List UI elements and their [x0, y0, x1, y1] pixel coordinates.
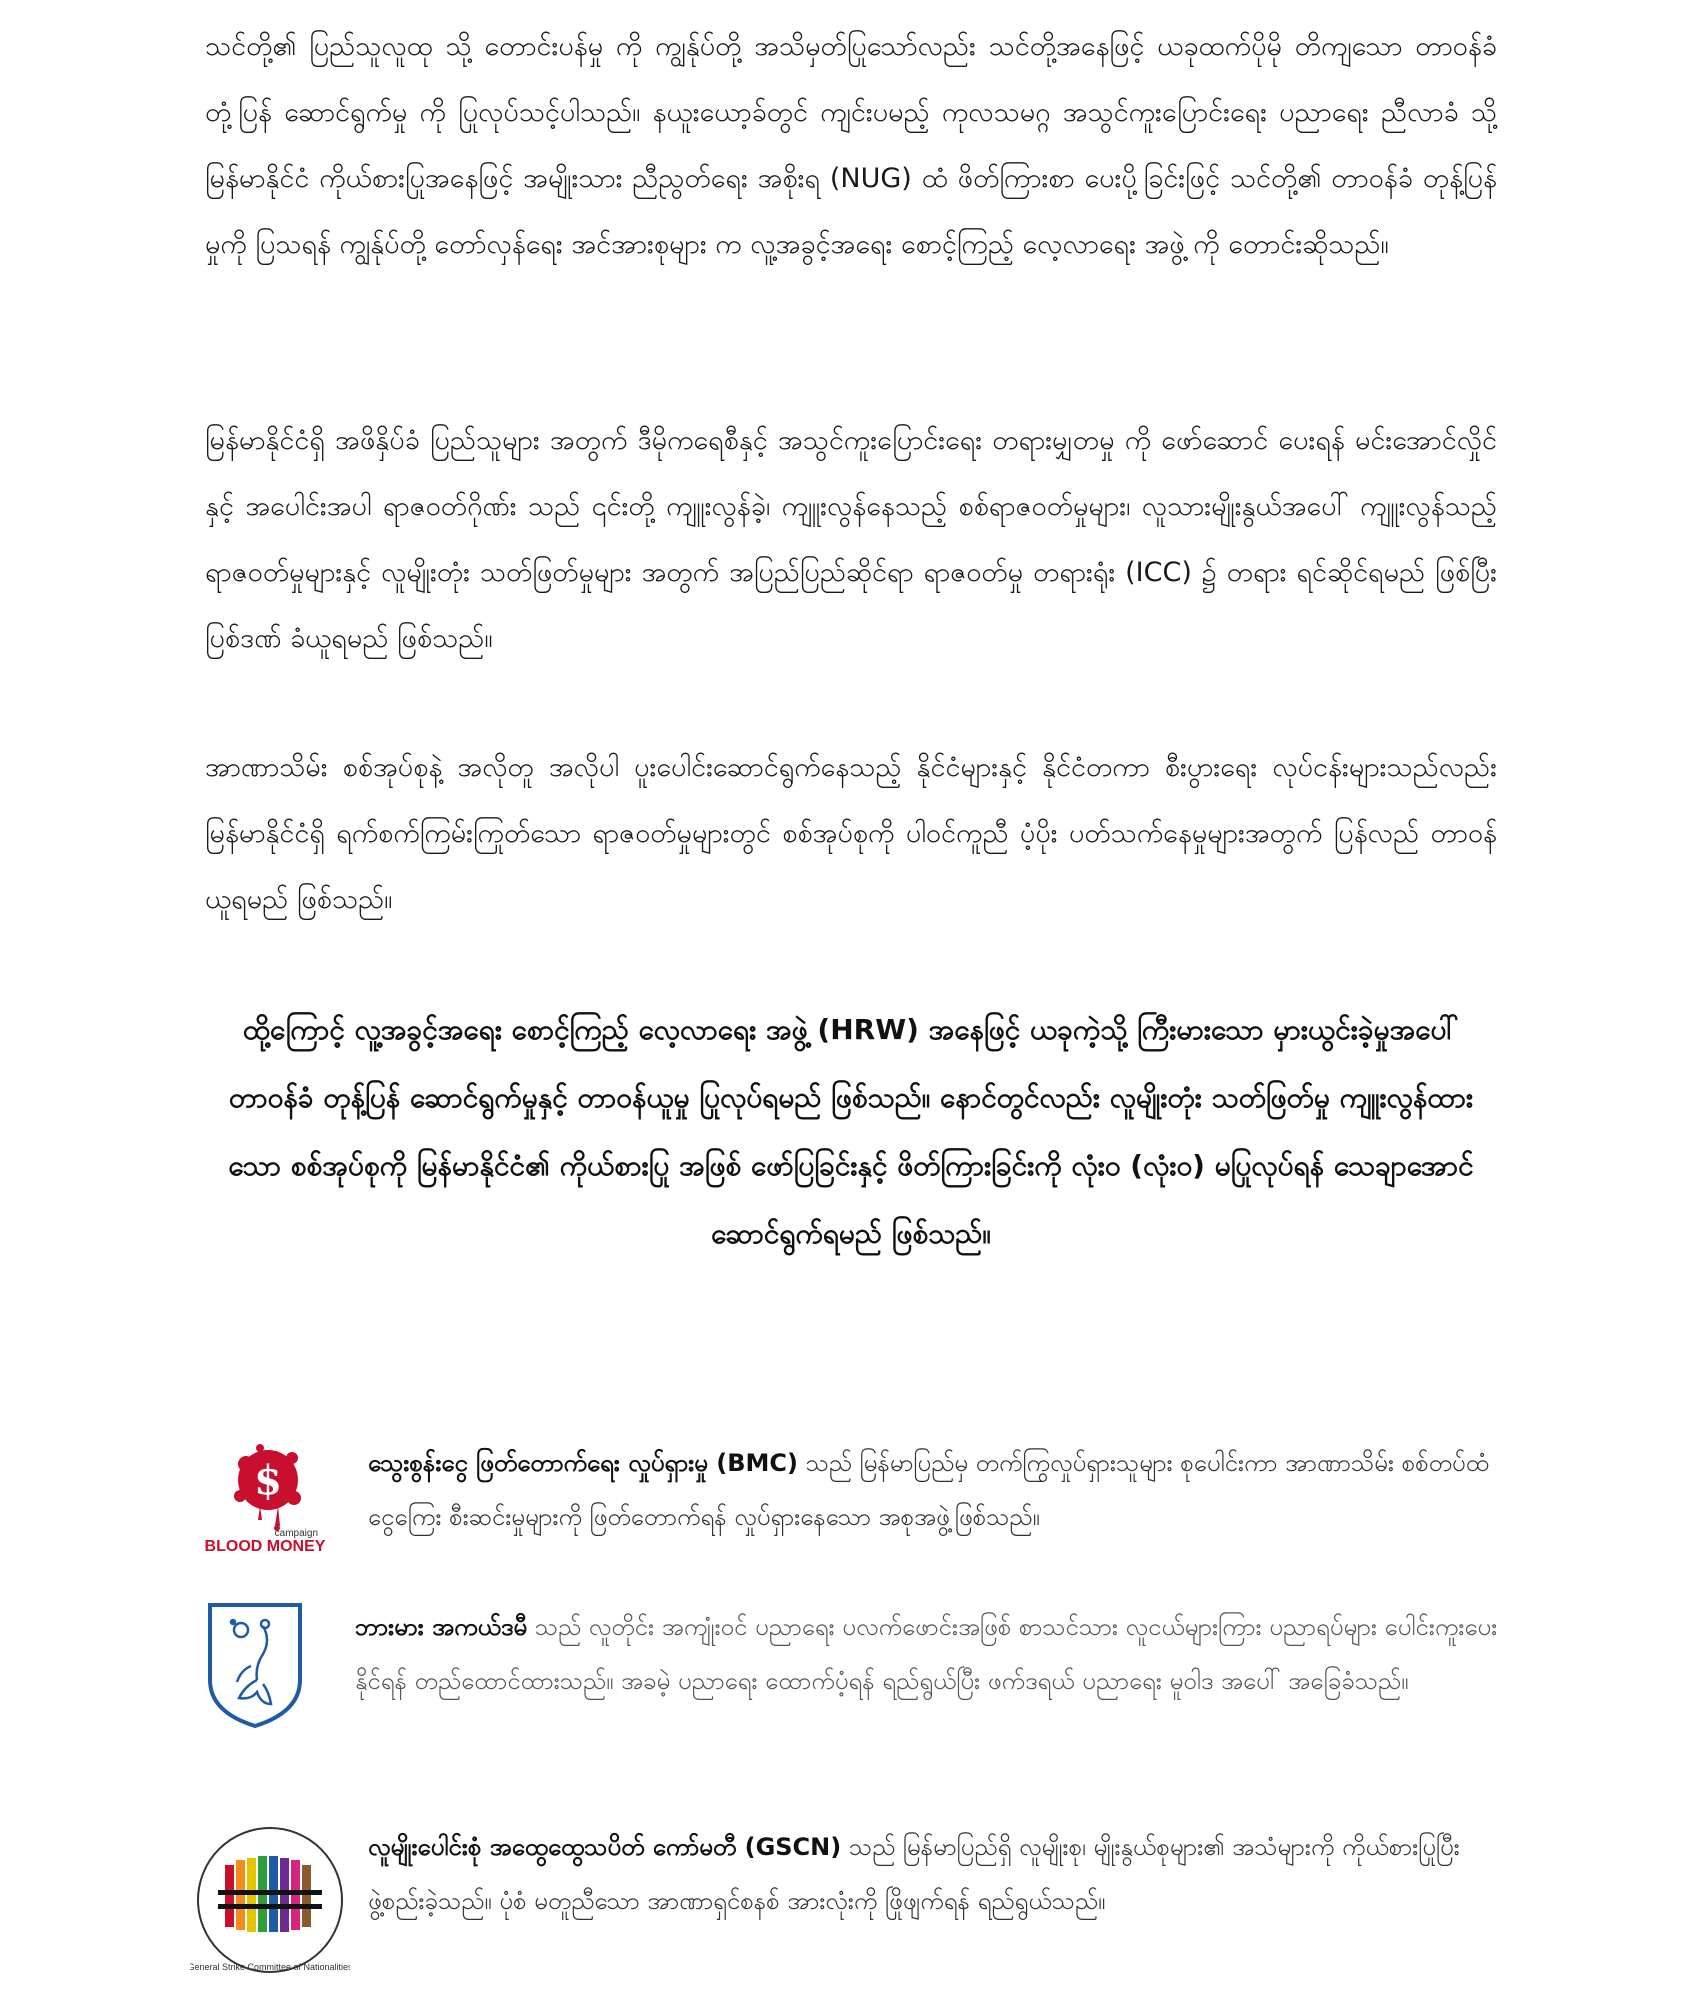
paragraph-business-accountability: အာဏာသိမ်း စစ်အုပ်စုနဲ့ အလိုတူ အလိုပါ ပူးပေါင်းဆောင်ရွက်နေသည့် နိုင်ငံများနှင့် နိုင်ငံတကာ စီးပွားရေး လုပ်ငန်းများသည်လည်း မြန်မာနိုင်ငံရှိ ရက်စက်ကြမ်းကြုတ်သော ရာဇဝတ်မှုများတွင် စစ်အုပ်စုကို ပါဝင်ကူညီ ပံ့ပိုး ပတ်သက်နေမှုများအတွက် ပြန်လည် တာဝန်ယူရမည် ဖြစ်သည်။	[205, 752, 1497, 915]
paragraph-apology-request: သင်တို့၏ ပြည်သူလူထု သို့ တောင်းပန်မှု ကို ကျွန်ုပ်တို့ အသိမှတ်ပြုသော်လည်း သင်တို့အနေဖြင့် ယခုထက်ပိုမို တိကျသော တာဝန်ခံ တုံ့ပြန် ဆောင်ရွက်မှု ကို ပြုလုပ်သင့်ပါသည်။ နယူးယော့ခ်တွင် ကျင်းပမည့် ကုလသမဂ္ဂ အသွင်ကူးပြောင်းရေး ပညာရေး ညီလာခံ သို့ မြန်မာနိုင်ငံ ကိုယ်စားပြုအနေဖြင့် အမျိုးသား ညီညွတ်ရေး အစိုးရ (NUG) ထံ ဖိတ်ကြားစာ ပေးပို့ခြင်းဖြင့် သင်တို့၏ တာဝန်ခံ တုန့်ပြန်မှုကို ပြသရန် ကျွန်ုပ်တို့ တော်လှန်ရေး အင်အားစုများ က လူ့အခွင့်အရေး စောင့်ကြည့် လေ့လာရေး အဖွဲ့ ကို တောင်းဆိုသည်။	[205, 31, 1497, 260]
org-entry-burma-academy	[190, 1600, 1510, 1750]
org-name-burma-academy: ဘားမား အကယ်ဒမီ	[355, 1613, 528, 1641]
svg-text:$: $	[254, 1457, 282, 1504]
svg-text:BLOOD MONEY: BLOOD MONEY	[204, 1538, 326, 1555]
org-description-gscn: လူမျိုးပေါင်းစုံ အထွေထွေသပိတ် ကော်မတီ (GSCN) သည် မြန်မာပြည်ရှိ လူမျိုးစု၊ မျိုးနွယ်စုများ၏ အသံများကို ကိုယ်စားပြုပြီး ဖွဲ့စည်းခဲ့သည်။ ပုံစံ မတူညီသော အာဏာရှင်စနစ် အားလုံးကို ဖြိုဖျက်ရန် ရည်ရွယ်သည်။	[368, 1833, 1460, 1915]
conclusion-statement: ထို့ကြောင့် လူ့အခွင့်အရေး စောင့်ကြည့် လေ့လာရေး အဖွဲ့ (HRW) အနေဖြင့် ယခုကဲ့သို့ ကြီးမားသော မှားယွင်းခဲ့မှုအပေါ် တာဝန်ခံ တုန့်ပြန် ဆောင်ရွက်မှုနှင့် တာဝန်ယူမှု ပြုလုပ်ရမည် ဖြစ်သည်။ နောင်တွင်လည်း လူမျိုးတုံး သတ်ဖြတ်မှု ကျူးလွန်ထားသော စစ်အုပ်စုကို မြန်မာနိုင်ငံ၏ ကိုယ်စားပြု အဖြစ် ဖော်ပြခြင်းနှင့် ဖိတ်ကြားခြင်းကို လုံးဝ (လုံးဝ) မပြုလုပ်ရန် သေချာအောင် ဆောင်ရွက်ရမည် ဖြစ်သည်။	[228, 1013, 1474, 1250]
blood-splatter-icon	[234, 1444, 301, 1531]
org-entry-bmc	[190, 1436, 1510, 1576]
burma-academy-logo	[205, 1600, 305, 1734]
svg-text:campaign: campaign	[274, 1528, 318, 1539]
color-bars-icon	[218, 1856, 322, 1932]
org-name-gscn: လူမျိုးပေါင်းစုံ အထွေထွေသပိတ် ကော်မတီ (GSCN)	[368, 1833, 842, 1861]
org-entry-gscn	[190, 1820, 1510, 1990]
org-description-bmc: သွေးစွန်းငွေ ဖြတ်တောက်ရေး လှုပ်ရှားမှု (BMC) သည် မြန်မာပြည်မှ တက်ကြွလှုပ်ရှားသူများ စုပေါင်းကာ အာဏာသိမ်း စစ်တပ်ထံ ငွေကြေး စီးဆင်းမှုများကို ဖြတ်တောက်ရန် လှုပ်ရှားနေသော အစုအဖွဲ့ဖြစ်သည်။	[368, 1449, 1489, 1531]
paragraph-icc-justice: မြန်မာနိုင်ငံရှိ အဖိနှိပ်ခံ ပြည်သူများ အတွက် ဒီမိုကရေစီနှင့် အသွင်ကူးပြောင်းရေး တရားမျှတမှု ကို ဖော်ဆောင် ပေးရန် မင်းအောင်လှိုင်နှင့် အပေါင်းအပါ ရာဇဝတ်ဂိုဏ်း သည် ၎င်းတို့ ကျူးလွန်ခဲ့၊ ကျူးလွန်နေသည့် စစ်ရာဇဝတ်မှုများ၊ လူသားမျိုးနွယ်အပေါ် ကျူးလွန်သည့် ရာဇဝတ်မှုများနှင့် လူမျိုးတုံး သတ်ဖြတ်မှုများ အတွက် အပြည်ပြည်ဆိုင်ရာ ရာဇဝတ်မှု တရားရုံး (ICC) ၌ တရား ရင်ဆိုင်ရမည် ဖြစ်ပြီး ပြစ်ဒဏ် ခံယူရမည် ဖြစ်သည်။	[205, 425, 1497, 654]
org-name-bmc: သွေးစွန်းငွေ ဖြတ်တောက်ရေး လှုပ်ရှားမှု (BMC)	[368, 1449, 798, 1477]
blood-money-logo	[190, 1436, 340, 1560]
org-description-burma-academy: ဘားမား အကယ်ဒမီ သည် လူတိုင်း အကျုံးဝင် ပညာရေး ပလက်ဖောင်းအဖြစ် စာသင်သား လူငယ်များကြား ပညာရပ်များ ပေါင်းကူးပေးနိုင်ရန် တည်ထောင်ထားသည်။ အခမဲ့ ပညာရေး ထောက်ပံ့ရန် ရည်ရွယ်ပြီး ဖက်ဒရယ် ပညာရေး မူဝါဒ အပေါ် အခြေခံသည်။	[355, 1613, 1498, 1695]
svg-text:General Strike Committee of Na: General Strike Committee of Nationalities	[190, 1962, 350, 1972]
gscn-logo	[190, 1820, 350, 1984]
